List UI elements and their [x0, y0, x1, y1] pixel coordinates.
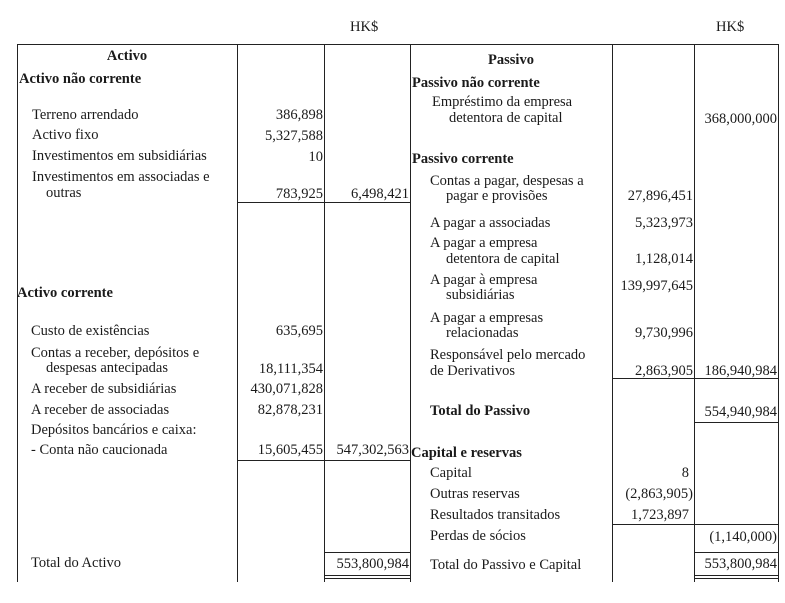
- capital-reserves-title: Capital e reservas: [411, 445, 522, 461]
- liability-value: 1,128,014: [635, 251, 693, 267]
- total-liabilities-value: 554,940,984: [704, 404, 777, 420]
- liability-value: 5,323,973: [635, 215, 693, 231]
- liability-label-cont: relacionadas: [446, 325, 519, 341]
- capital-value: 1,723,897: [631, 507, 689, 523]
- asset-label: Investimentos em subsidiárias: [32, 148, 207, 164]
- liability-value: 139,997,645: [620, 278, 693, 294]
- asset-value: 783,925: [275, 186, 323, 202]
- capital-label: Resultados transitados: [430, 507, 561, 523]
- grand-total-label: Total do Passivo e Capital: [430, 557, 582, 573]
- capital-value: (1,140,000): [709, 529, 777, 545]
- asset-label-cont: despesas antecipadas: [46, 360, 168, 376]
- asset-label: Custo de existências: [31, 323, 150, 339]
- current-liabilities-title: Passivo corrente: [412, 151, 514, 167]
- liability-label-cont: pagar e provisões: [446, 188, 548, 204]
- liability-label-cont: detentora de capital: [446, 251, 560, 267]
- asset-value: 5,327,588: [265, 128, 323, 144]
- total-liabilities-label: Total do Passivo: [430, 403, 531, 419]
- non-current-assets-total: 6,498,421: [351, 186, 409, 202]
- current-assets-total: 547,302,563: [336, 442, 409, 458]
- asset-value: 15,605,455: [257, 442, 323, 458]
- liability-value: 9,730,996: [635, 325, 693, 341]
- liability-label: Responsável pelo mercado: [430, 347, 586, 363]
- currency-label-right: HK$: [716, 19, 745, 35]
- asset-label-cont: outras: [46, 185, 82, 201]
- liability-label: A pagar a empresas: [430, 310, 544, 326]
- currency-label-left: HK$: [350, 19, 379, 35]
- liability-value: 2,863,905: [635, 363, 693, 379]
- assets-header: Activo: [106, 48, 148, 64]
- asset-value: 82,878,231: [257, 402, 323, 418]
- asset-value: 635,695: [275, 323, 323, 339]
- liabilities-header: Passivo: [488, 52, 534, 68]
- capital-label: Outras reservas: [430, 486, 520, 502]
- asset-label: - Conta não caucionada: [31, 442, 168, 458]
- liability-label: Empréstimo da empresa: [432, 94, 573, 110]
- asset-label: Activo fixo: [32, 127, 99, 143]
- current-liabilities-total: 186,940,984: [704, 363, 777, 379]
- total-assets-value: 553,800,984: [336, 556, 409, 572]
- capital-value: 8: [681, 465, 689, 481]
- liability-label: A pagar a empresa: [430, 235, 538, 251]
- total-assets-label: Total do Activo: [31, 555, 122, 571]
- liability-value: 27,896,451: [627, 188, 693, 204]
- grand-total-value: 553,800,984: [704, 556, 777, 572]
- liability-label-cont: subsidiárias: [446, 287, 515, 303]
- asset-value: 18,111,354: [258, 361, 323, 377]
- capital-label: Perdas de sócios: [430, 528, 526, 544]
- asset-label: Investimentos em associadas e: [32, 169, 210, 185]
- non-current-assets-title: Activo não corrente: [19, 71, 142, 87]
- capital-value: (2,863,905): [625, 486, 693, 502]
- asset-label: Depósitos bancários e caixa:: [31, 422, 197, 438]
- liability-label: Contas a pagar, despesas a: [430, 173, 584, 189]
- liability-label: A pagar à empresa: [430, 272, 538, 288]
- liability-label-cont: de Derivativos: [430, 363, 515, 379]
- liability-value: 368,000,000: [704, 111, 777, 127]
- liability-label-cont: detentora de capital: [449, 110, 563, 126]
- asset-value: 10: [308, 149, 323, 165]
- non-current-liabilities-title: Passivo não corrente: [412, 75, 540, 91]
- asset-value: 430,071,828: [250, 381, 323, 397]
- asset-label: Contas a receber, depósitos e: [31, 345, 200, 361]
- current-assets-title: Activo corrente: [17, 285, 113, 301]
- asset-value: 386,898: [275, 107, 323, 123]
- asset-label: Terreno arrendado: [32, 107, 139, 123]
- liability-label: A pagar a associadas: [430, 215, 551, 231]
- asset-label: A receber de subsidiárias: [31, 381, 177, 397]
- capital-label: Capital: [430, 465, 472, 481]
- asset-label: A receber de associadas: [31, 402, 170, 418]
